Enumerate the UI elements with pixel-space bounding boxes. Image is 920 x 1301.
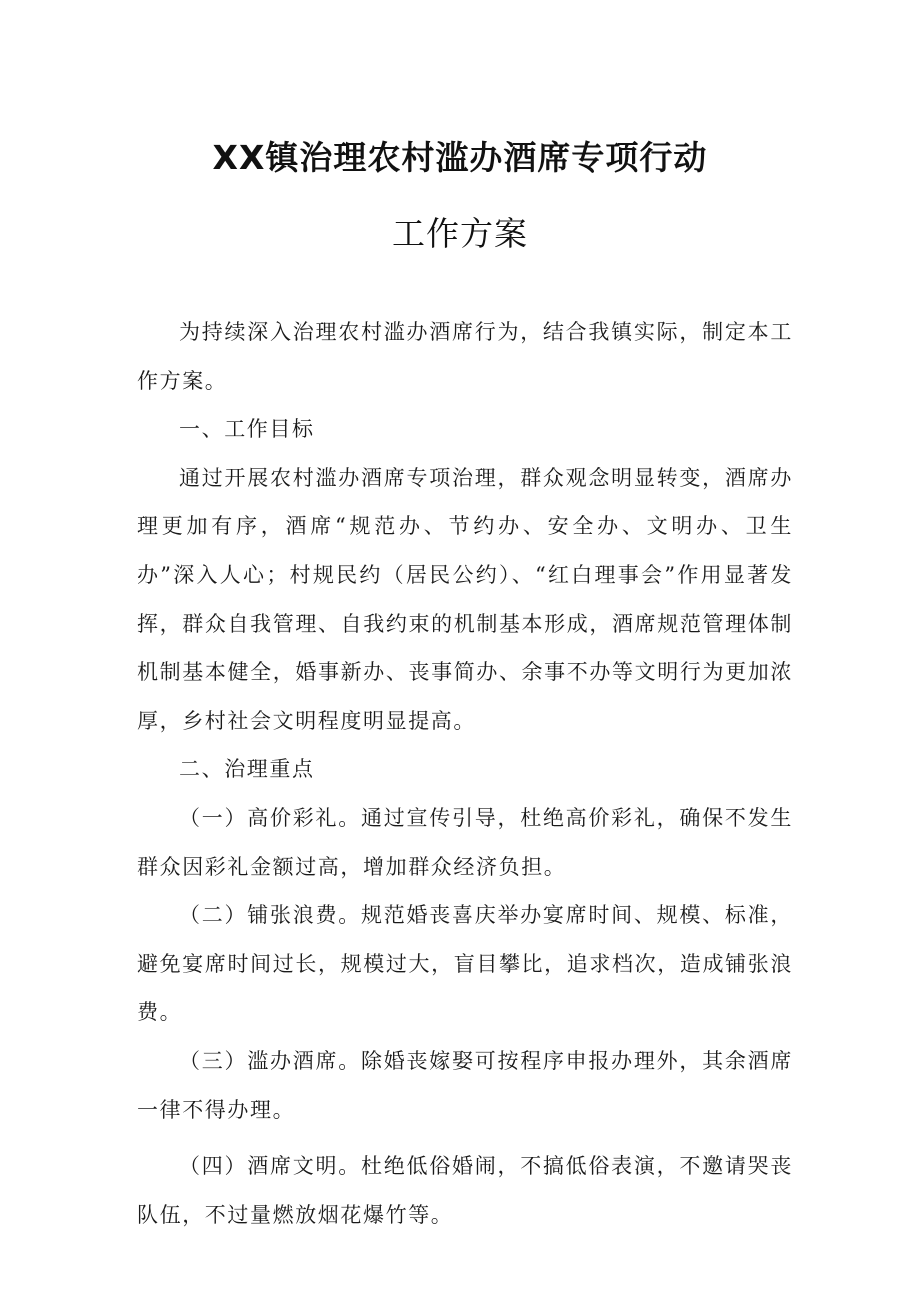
focus-item-3: （三）滥办酒席。除婚丧嫁娶可按程序申报办理外，其余酒席一律不得办理。 xyxy=(137,1048,793,1122)
document-title-line-2: 工作方案 xyxy=(392,214,528,253)
intro-paragraph: 为持续深入治理农村滥办酒席行为，结合我镇实际，制定本工作方案。 xyxy=(137,320,793,393)
focus-item-1: （一）高价彩礼。通过宣传引导，杜绝高价彩礼，确保不发生群众因彩礼金额过高，增加群众经济负担。 xyxy=(137,805,793,879)
document-body xyxy=(137,308,793,1239)
focus-item-2: （二）铺张浪费。规范婚丧喜庆举办宴席时间、规模、标准，避免宴席时间过长，规模过大，盲目攀比，追求档次，造成铺张浪费。 xyxy=(137,903,793,1025)
section-heading-goals: 一、工作目标 xyxy=(179,417,315,442)
section-heading-focus: 二、治理重点 xyxy=(179,757,315,782)
goals-paragraph: 通过开展农村滥办酒席专项治理，群众观念明显转变，酒席办理更加有序，酒席“规范办、节约办、安全办、文明办、卫生办”深入人心；村规民约（居民公约）、“红白理事会”作用显著发挥，群众自我管理、自我约束的机制基本形成，酒席规范管理体制机制基本健全，婚事新办、丧事简办、余事不办等文明行为更加浓厚，乡村社会文明程度明显提高。 xyxy=(137,465,793,733)
document-title-line-1: XX镇治理农村滥办酒席专项行动 xyxy=(212,138,708,177)
focus-item-4: （四）酒席文明。杜绝低俗婚闹，不搞低俗表演，不邀请哭丧队伍，不过量燃放烟花爆竹等。 xyxy=(137,1154,793,1227)
